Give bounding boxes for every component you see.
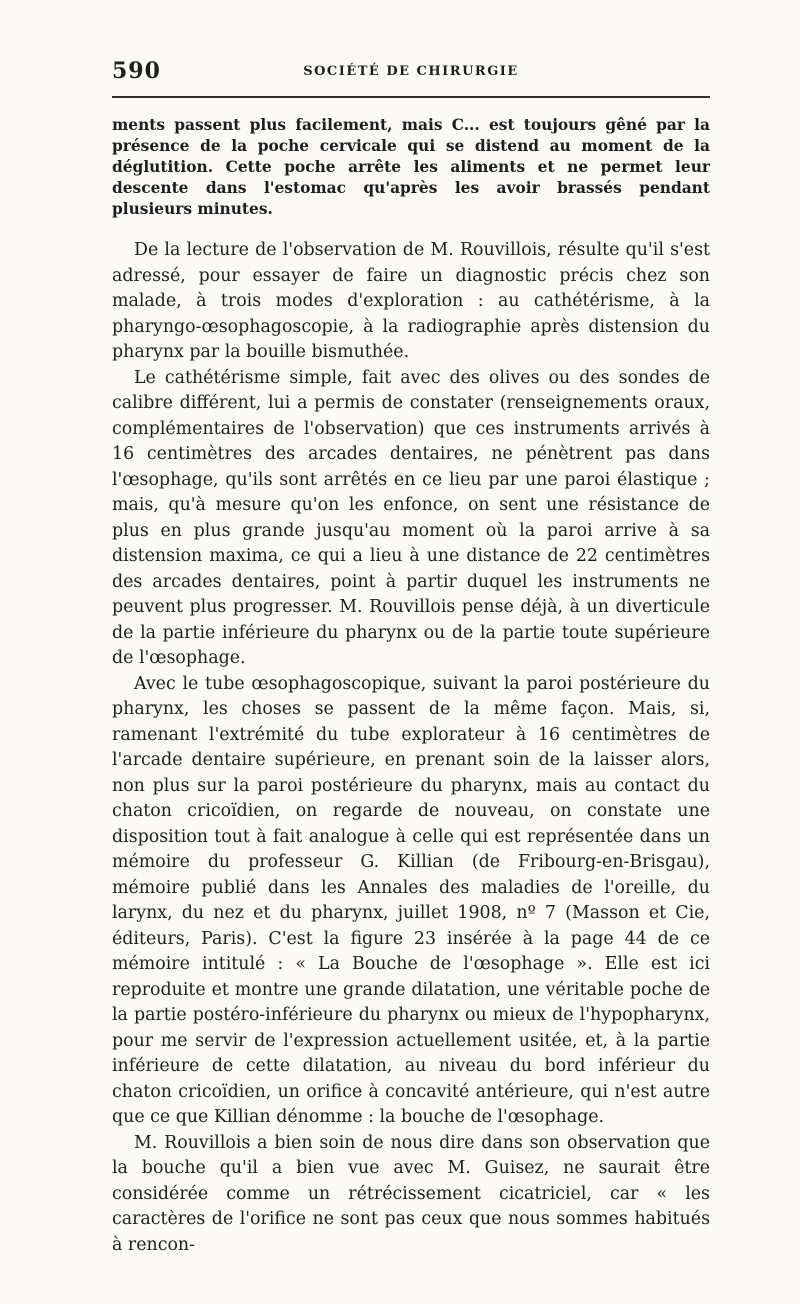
page-header bbox=[112, 58, 710, 86]
paragraph-1: De la lecture de l'observation de M. Rouvillois, résulte qu'il s'est adressé, pour essayer de faire un diagnostic précis chez son malade, à trois modes d'exploration : au cathétérisme, à la pharyngo-œsophagoscopie, à la radiographie après distension du pharynx par la bouille bismuthée. bbox=[112, 240, 710, 362]
paragraph-4: M. Rouvillois a bien soin de nous dire dans son observation que la bouche qu'il a bien vue avec M. Guisez, ne saurait être considérée comme un rétrécissement cicatriciel, car « les caractères de l'orifice ne sont pas ceux que nous sommes habitués à rencon- bbox=[112, 1132, 710, 1255]
running-head: SOCIÉTÉ DE CHIRURGIE bbox=[303, 64, 519, 79]
small-print-paragraph bbox=[112, 115, 710, 220]
header-rule bbox=[112, 96, 710, 98]
small-print-text: ments passent plus facilement, mais C... est toujours gêné par la présence de la poche cervicale qui se distend au moment de la déglutition. Cette poche arrête les aliments et ne permet leur descente dans l'estomac qu'après les avoir brassés pendant plusieurs minutes. bbox=[112, 116, 710, 218]
paragraph-3: Avec le tube œsophagoscopique, suivant la paroi postérieure du pharynx, les choses se passent de la même façon. Mais, si, ramenant l'extrémité du tube explorateur à 16 centimètres de l'arcade dentaire supérieure, en prenant soin de la laisser alors, non plus sur la paroi postérieure du pharynx, mais au contact du chaton cricoïdien, on regarde de nouveau, on constate une disposition tout à fait analogue à celle qui est représentée dans un mémoire du professeur G. Killian (de Fribourg-en-Brisgau), mémoire publié dans les Annales des maladies de l'oreille, du larynx, du nez et du pharynx, juillet 1908, nº 7 (Masson et Cie, éditeurs, Paris). C'est la figure 23 insérée à la page 44 de ce mémoire intitulé : « La Bouche de l'œsophage ». Elle est ici reproduite et montre une grande dilatation, une véritable poche de la partie postéro-inférieure du pharynx ou mieux de l'hypopharynx, pour me servir de l'expression actuellement usitée, et, à la partie inférieure de cette dilatation, au niveau du bord inférieur du chaton cricoïdien, un orifice à concavité antérieure, qui n'est autre que ce que Killian dénomme : la bouche de l'œsophage. bbox=[112, 673, 710, 1127]
page-number: 590 bbox=[112, 58, 161, 84]
main-text bbox=[112, 238, 710, 1258]
paragraph-2: Le cathétérisme simple, fait avec des olives ou des sondes de calibre différent, lui a permis de constater (renseignements oraux, complémentaires de l'observation) que ces instruments arrivés à 16 centimètres des arcades dentaires, ne pénètrent pas dans l'œsophage, qu'ils sont arrêtés en ce lieu par une paroi élastique ; mais, qu'à mesure qu'on les enfonce, on sent une résistance de plus en plus grande jusqu'au moment où la paroi arrive à sa distension maxima, ce qui a lieu à une distance de 22 centimètres des arcades dentaires, point à partir duquel les instruments ne peuvent plus progresser. M. Rouvillois pense déjà, à un diverticule de la partie inférieure du pharynx ou de la partie toute supérieure de l'œsophage. bbox=[112, 367, 710, 668]
